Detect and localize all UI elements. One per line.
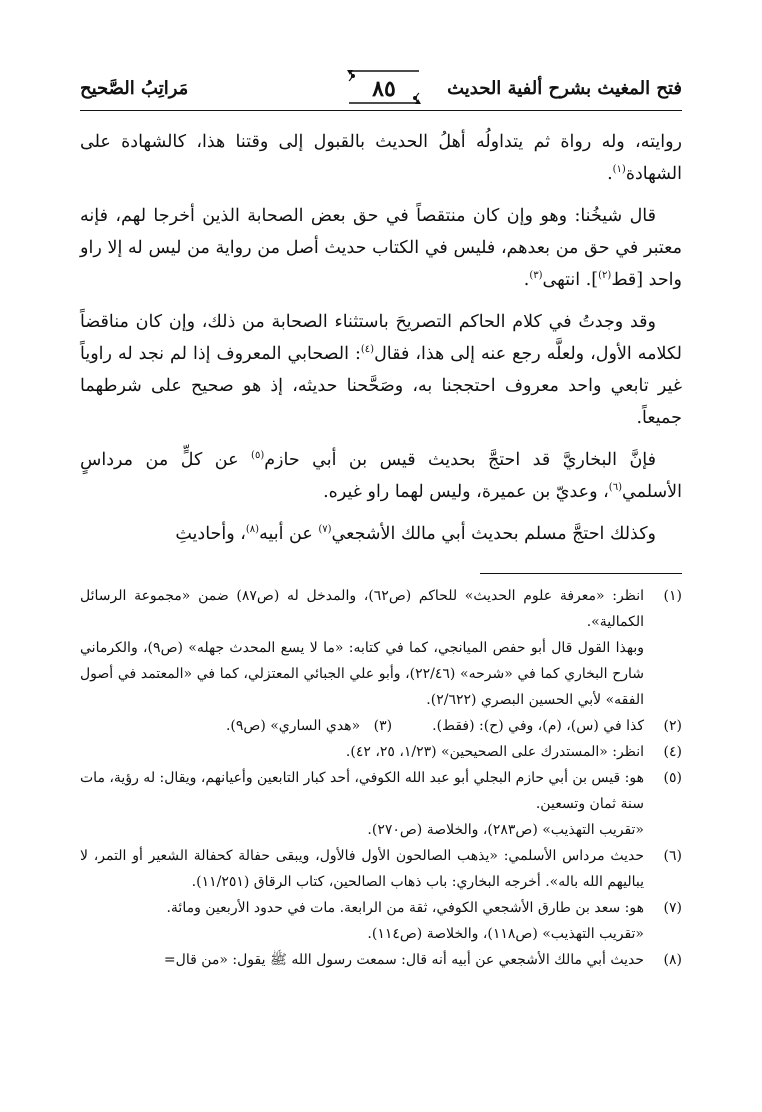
text-run: . bbox=[523, 270, 530, 290]
page-number: ٨٥ bbox=[372, 76, 396, 102]
footnote-number: (٥) bbox=[663, 770, 682, 786]
header-rule bbox=[80, 110, 682, 111]
text-run: عن أبيه bbox=[259, 524, 319, 544]
footnote-ref[interactable]: (٤) bbox=[360, 344, 375, 356]
footnote-3 bbox=[226, 713, 392, 739]
footnote-text: هو: قيس بن أبي حازم البجلي أبو عبد الله الكوفي، أحد كبار التابعين وأعيانهم، ويقال: له رؤية، مات سنة ثمان وتسعين. bbox=[80, 770, 644, 812]
footnote-ref[interactable]: (١) bbox=[612, 164, 626, 176]
footnote-number: (٨) bbox=[663, 952, 682, 968]
footnote-ref[interactable]: (٣) bbox=[529, 270, 543, 282]
text-run: ]. انتهى bbox=[542, 270, 599, 290]
footnote-number: (٤) bbox=[663, 744, 682, 760]
text-run: ، وعديّ بن عميرة، وليس لهما راو غيره. bbox=[323, 482, 609, 502]
footnote-ref[interactable]: (٦) bbox=[608, 482, 622, 494]
footnote-number: (٢) bbox=[663, 718, 682, 734]
footnote-number: (٦) bbox=[663, 848, 682, 864]
main-text bbox=[80, 126, 682, 560]
footnote-5 bbox=[80, 765, 682, 843]
text-run: قال شيخُنا: وهو وإن كان منتقصاً في حق بعض الصحابة الذين أخرجا لهم، فإنه معتبر في حق من بعدهم، فليس في الكتاب حديث أصل من رواية من ليس له إلا راو واحد [قط bbox=[80, 206, 682, 290]
text-run: روايته، وله رواة ثم يتداولُه أهلُ الحديث بالقبول إلى وقتنا هذا، كالشهادة على الشهادة bbox=[80, 132, 682, 184]
footnote-number: (٧) bbox=[663, 900, 682, 916]
footnote-1 bbox=[80, 583, 682, 713]
paragraph-4 bbox=[80, 444, 682, 508]
footnote-ref[interactable]: (٥) bbox=[251, 450, 265, 462]
footnote-2 bbox=[432, 713, 682, 739]
footnote-8 bbox=[80, 947, 682, 973]
text-run: وكذلك احتجَّ مسلم بحديث أبي مالك الأشجعي bbox=[331, 524, 656, 544]
page-header bbox=[0, 62, 762, 112]
paragraph-5 bbox=[80, 518, 682, 550]
footnote-continuation: «تقريب التهذيب» (ص٢٨٣)، والخلاصة (ص٢٧٠). bbox=[367, 822, 644, 838]
footnote-number: (٣) bbox=[373, 718, 393, 734]
footnote-ref[interactable]: (٨) bbox=[245, 524, 260, 536]
footnote-separator bbox=[480, 573, 682, 574]
text-run: وقد وجدتُ في كلام الحاكم التصريحَ باستثناء الصحابة من ذلك، وإن كان مناقضاً لكلامه الأول، ولعلَّه رجع عنه إلى هذا، فقال bbox=[80, 312, 682, 364]
text-run: فإنَّ البخاريَّ قد احتجَّ بحديث قيس بن أبي حازم bbox=[264, 450, 656, 470]
footnote-continuation: وبهذا القول قال أبو حفص الميانجي، كما في كتابه: «ما لا يسع المحدث جهله» (ص٩)، والكرماني شارح البخاري كما في «شرحه» (٢٢/٤٦)، وأبو علي الجبائي المعتزلي، كما في «المعتمد في أصول الفقه» لأبي الحسين البصري (٢/٦٢٢). bbox=[80, 640, 644, 708]
footnote-text: انظر: «المستدرك على الصحيحين» (١/٢٣، ٢٥، ٤٢). bbox=[345, 744, 644, 760]
footnote-ref[interactable]: (٢) bbox=[598, 270, 612, 282]
paragraph-1 bbox=[80, 126, 682, 190]
footnote-number: (١) bbox=[663, 588, 682, 604]
paragraph-2 bbox=[80, 200, 682, 296]
footnote-text: «هدي الساري» (ص٩). bbox=[225, 718, 361, 734]
text-run: ، وأحاديثِ bbox=[175, 524, 246, 544]
footnote-text: انظر: «معرفة علوم الحديث» للحاكم (ص٦٢)، والمدخل له (ص٨٧) ضمن «مجموعة الرسائل الكمالية». bbox=[80, 588, 644, 630]
footnote-6 bbox=[80, 843, 682, 895]
text-run: عن كلٍّ من مرداسٍ الأسلمي bbox=[80, 450, 682, 502]
footnote-continuation: «تقريب التهذيب» (ص١١٨)، والخلاصة (ص١١٤). bbox=[367, 926, 644, 942]
book-title: فتح المغيث بشرح ألفية الحديث bbox=[447, 78, 682, 99]
text-run: : الصحابي المعروف إذا لم نجد له راوياً غير تابعي واحد معروف احتججنا به، وصَحَّحنا حديثه، إذ هو صحيح على شرطهما جميعاً. bbox=[80, 344, 682, 428]
footnote-7 bbox=[80, 895, 682, 947]
footnote-text: حديث مرداس الأسلمي: «يذهب الصالحون الأول فالأول، ويبقى حفالة كحفالة الشعير أو التمر، لا يباليهم الله باله». أخرجه البخاري: باب ذهاب الصالحين، كتاب الرقاق (١١/٢٥١). bbox=[80, 848, 644, 890]
paragraph-3 bbox=[80, 306, 682, 434]
text-run: . bbox=[607, 164, 613, 184]
footnotes bbox=[80, 583, 682, 973]
footnote-text: كذا في (س)، (م)، وفي (ح): (فقط). bbox=[432, 718, 644, 734]
footnote-row-2-3 bbox=[80, 713, 682, 739]
chapter-title: مَراتِبُ الصَّحيح bbox=[80, 78, 189, 99]
footnote-4 bbox=[80, 739, 682, 765]
footnote-text: حديث أبي مالك الأشجعي عن أبيه أنه قال: سمعت رسول الله ﷺ يقول: «من قال= bbox=[163, 952, 644, 968]
footnote-text: هو: سعد بن طارق الأشجعي الكوفي، ثقة من الرابعة. مات في حدود الأربعين ومائة. bbox=[166, 900, 644, 916]
footnote-ref[interactable]: (٧) bbox=[318, 524, 332, 536]
